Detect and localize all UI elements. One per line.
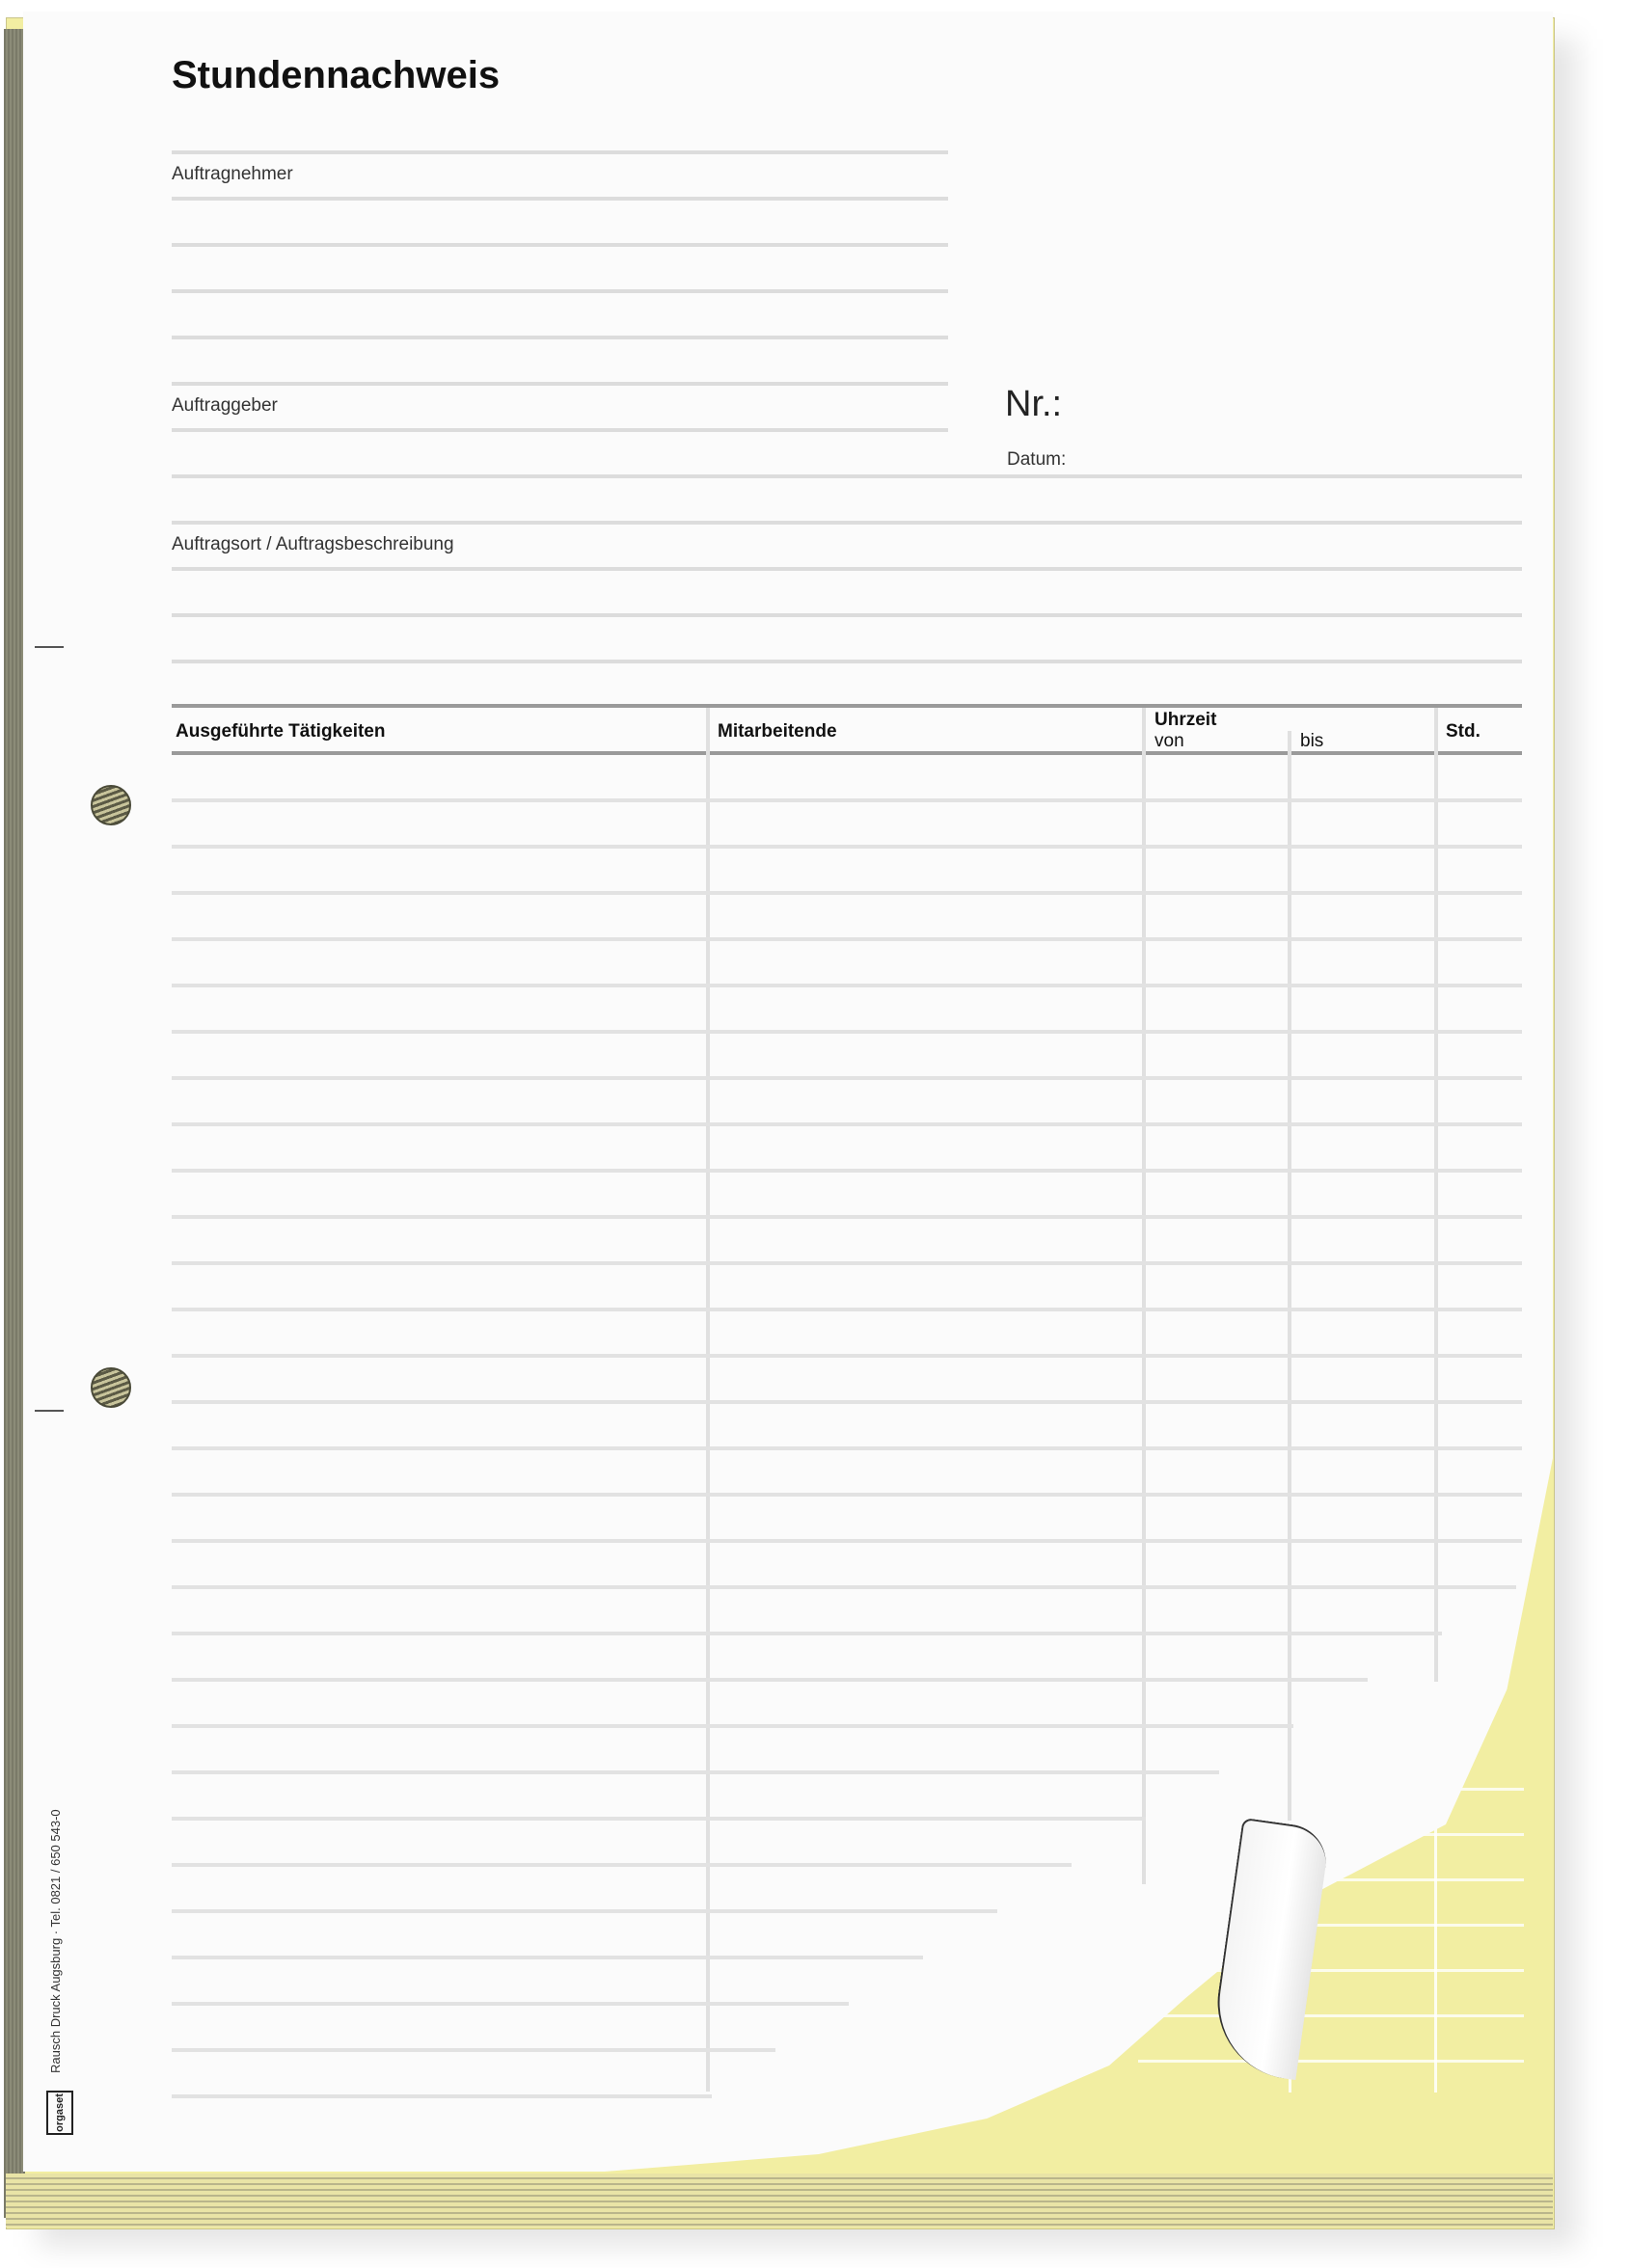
table-row[interactable] bbox=[172, 1308, 1522, 1311]
table-row[interactable] bbox=[172, 1909, 997, 1913]
contractor-field[interactable] bbox=[172, 336, 948, 339]
date-label: Datum: bbox=[1007, 449, 1067, 470]
client-field[interactable] bbox=[172, 428, 948, 432]
table-row[interactable] bbox=[172, 1956, 923, 1959]
contractor-field[interactable] bbox=[172, 289, 948, 293]
column-header-to: bis bbox=[1300, 731, 1324, 751]
table-row[interactable] bbox=[172, 2048, 775, 2052]
table-row[interactable] bbox=[172, 1400, 1522, 1404]
column-divider bbox=[1142, 708, 1146, 1884]
form-line bbox=[172, 150, 948, 154]
table-row[interactable] bbox=[172, 1863, 1072, 1867]
form-line bbox=[172, 521, 1522, 525]
form-title: Stundennachweis bbox=[172, 54, 501, 96]
location-field[interactable] bbox=[172, 567, 1522, 571]
table-row[interactable] bbox=[172, 1030, 1522, 1034]
table-row[interactable] bbox=[172, 1585, 1516, 1589]
contractor-field[interactable] bbox=[172, 243, 948, 247]
table-row[interactable] bbox=[172, 1215, 1522, 1219]
contractor-field[interactable] bbox=[172, 197, 948, 201]
table-row[interactable] bbox=[172, 1632, 1442, 1635]
fold-mark bbox=[35, 646, 64, 648]
contractor-label: Auftragnehmer bbox=[172, 164, 293, 184]
brand-logo bbox=[46, 2091, 73, 2135]
punch-hole bbox=[91, 785, 131, 825]
table-row[interactable] bbox=[172, 1354, 1522, 1358]
client-label: Auftraggeber bbox=[172, 395, 278, 416]
punch-hole bbox=[91, 1367, 131, 1408]
table-row[interactable] bbox=[172, 1770, 1219, 1774]
table-row[interactable] bbox=[172, 1539, 1522, 1543]
fold-mark bbox=[35, 1410, 64, 1412]
table-row[interactable] bbox=[172, 937, 1522, 941]
table-row[interactable] bbox=[172, 1169, 1522, 1173]
table-row[interactable] bbox=[172, 798, 1522, 802]
table-header-top-rule bbox=[172, 704, 1522, 708]
table-row[interactable] bbox=[172, 984, 1522, 987]
location-field[interactable] bbox=[172, 660, 1522, 663]
table-row[interactable] bbox=[172, 891, 1522, 895]
column-header-time: Uhrzeit bbox=[1155, 710, 1217, 730]
column-header-activities: Ausgeführte Tätigkeiten bbox=[176, 721, 386, 742]
table-row[interactable] bbox=[172, 1817, 1146, 1821]
column-header-hours: Std. bbox=[1446, 721, 1481, 742]
table-row[interactable] bbox=[172, 1724, 1293, 1728]
table-row[interactable] bbox=[172, 1678, 1368, 1682]
table-row[interactable] bbox=[172, 1122, 1522, 1126]
table-row[interactable] bbox=[172, 1261, 1522, 1265]
pad-binding-edge bbox=[4, 29, 25, 2218]
table-row[interactable] bbox=[172, 1493, 1522, 1497]
column-divider bbox=[1434, 708, 1438, 1682]
pad-bottom-edge bbox=[6, 2174, 1553, 2228]
form-line bbox=[172, 382, 948, 386]
table-row[interactable] bbox=[172, 1446, 1522, 1450]
table-row[interactable] bbox=[172, 2002, 849, 2006]
number-label: Nr.: bbox=[1005, 384, 1063, 424]
table-header-bottom-rule bbox=[172, 751, 1522, 755]
location-label: Auftragsort / Auftragsbeschreibung bbox=[172, 534, 454, 554]
brand-logo-text: orgaset bbox=[54, 2093, 66, 2132]
publisher-imprint: Rausch Druck Augsburg · Tel. 0821 / 650 543-0 bbox=[48, 1809, 63, 2073]
table-row[interactable] bbox=[172, 845, 1522, 849]
table-row[interactable] bbox=[172, 1076, 1522, 1080]
column-header-staff: Mitarbeitende bbox=[718, 721, 837, 742]
client-field[interactable] bbox=[172, 474, 1522, 478]
column-header-from: von bbox=[1155, 731, 1184, 751]
table-row[interactable] bbox=[172, 2094, 712, 2098]
location-field[interactable] bbox=[172, 613, 1522, 617]
